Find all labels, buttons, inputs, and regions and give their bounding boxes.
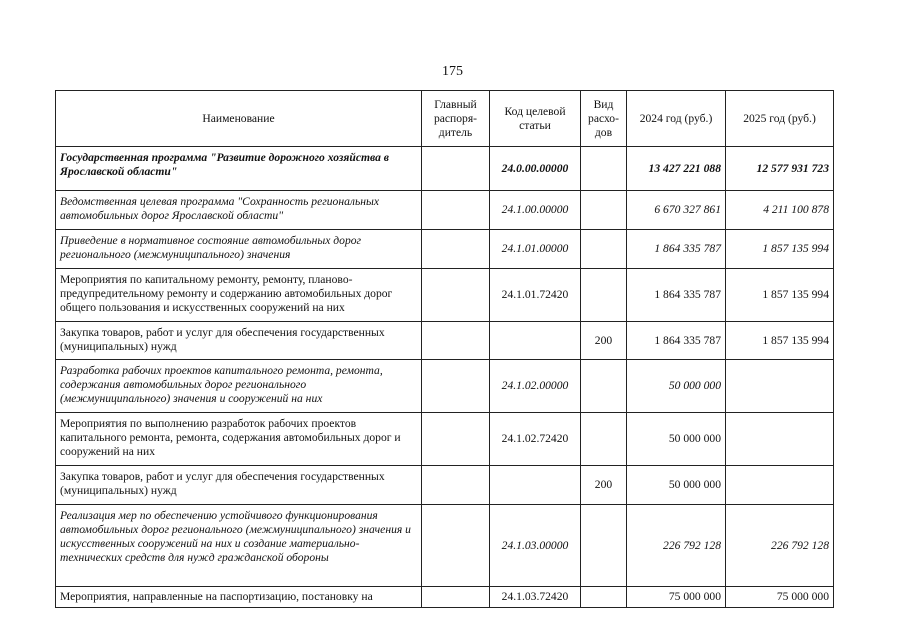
row-2024: 13 427 221 088 xyxy=(627,147,726,191)
row-code: 24.1.01.72420 xyxy=(490,269,581,322)
row-name: Разработка рабочих проектов капитального ремонта, ремонта, содержания автомобильных дорог регионального (межмуниципального) значения и сооружений на них xyxy=(56,360,422,413)
row-expense-type xyxy=(581,230,627,269)
header-name: Наименование xyxy=(56,91,422,147)
row-2024: 6 670 327 861 xyxy=(627,191,726,230)
row-code xyxy=(490,466,581,505)
row-name: Мероприятия по выполнению разработок рабочих проектов капитального ремонта, ремонта, содержания автомобильных дорог и сооружений на них xyxy=(56,413,422,466)
table-row xyxy=(56,505,834,587)
row-manager xyxy=(422,322,490,360)
table-row xyxy=(56,191,834,230)
row-manager xyxy=(422,505,490,587)
header-2024: 2024 год (руб.) xyxy=(627,91,726,147)
header-manager: Главный распоря-дитель xyxy=(422,91,490,147)
row-2025 xyxy=(726,360,834,413)
row-manager xyxy=(422,191,490,230)
row-name: Закупка товаров, работ и услуг для обеспечения государственных (муниципальных) нужд xyxy=(56,466,422,505)
header-2025: 2025 год (руб.) xyxy=(726,91,834,147)
row-expense-type xyxy=(581,147,627,191)
row-2024: 50 000 000 xyxy=(627,360,726,413)
row-2025 xyxy=(726,466,834,505)
row-manager xyxy=(422,360,490,413)
table-row xyxy=(56,466,834,505)
row-name: Реализация мер по обеспечению устойчивого функционирования автомобильных дорог регионального (межмуниципального) значения и искусственных сооружений на них и создание материально-технических средств для нужд гражданской обороны xyxy=(56,505,422,587)
row-expense-type xyxy=(581,360,627,413)
row-expense-type xyxy=(581,505,627,587)
row-2025: 1 857 135 994 xyxy=(726,322,834,360)
row-2025: 1 857 135 994 xyxy=(726,269,834,322)
row-expense-type: 200 xyxy=(581,322,627,360)
row-code: 24.1.03.00000 xyxy=(490,505,581,587)
table-header-row xyxy=(56,91,834,147)
row-manager xyxy=(422,587,490,608)
table-row xyxy=(56,322,834,360)
row-2025: 1 857 135 994 xyxy=(726,230,834,269)
row-code: 24.1.03.72420 xyxy=(490,587,581,608)
row-2024: 50 000 000 xyxy=(627,413,726,466)
row-manager xyxy=(422,230,490,269)
row-manager xyxy=(422,269,490,322)
table-row xyxy=(56,269,834,322)
header-code: Код целевой статьи xyxy=(490,91,581,147)
row-2024: 1 864 335 787 xyxy=(627,269,726,322)
row-code: 24.1.00.00000 xyxy=(490,191,581,230)
row-name: Мероприятия по капитальному ремонту, ремонту, планово-предупредительному ремонту и содержанию автомобильных дорог общего пользования и искусственных сооружений на них xyxy=(56,269,422,322)
row-name: Ведомственная целевая программа "Сохранность региональных автомобильных дорог Ярославской области" xyxy=(56,191,422,230)
row-2024: 1 864 335 787 xyxy=(627,322,726,360)
row-2025: 75 000 000 xyxy=(726,587,834,608)
row-2025 xyxy=(726,413,834,466)
table-row xyxy=(56,147,834,191)
table-row xyxy=(56,413,834,466)
row-2024: 1 864 335 787 xyxy=(627,230,726,269)
budget-table xyxy=(55,90,834,608)
row-code: 24.0.00.00000 xyxy=(490,147,581,191)
table-row xyxy=(56,360,834,413)
row-expense-type: 200 xyxy=(581,466,627,505)
table-row xyxy=(56,587,834,608)
row-code xyxy=(490,322,581,360)
page-number: 175 xyxy=(442,64,463,79)
row-name: Мероприятия, направленные на паспортизацию, постановку на xyxy=(56,587,422,608)
row-name: Государственная программа "Развитие дорожного хозяйства в Ярославской области" xyxy=(56,147,422,191)
header-expense-type: Вид расхо-дов xyxy=(581,91,627,147)
table-row xyxy=(56,230,834,269)
row-manager xyxy=(422,147,490,191)
row-2024: 226 792 128 xyxy=(627,505,726,587)
row-manager xyxy=(422,413,490,466)
row-2024: 75 000 000 xyxy=(627,587,726,608)
row-name: Закупка товаров, работ и услуг для обеспечения государственных (муниципальных) нужд xyxy=(56,322,422,360)
row-code: 24.1.02.72420 xyxy=(490,413,581,466)
row-2024: 50 000 000 xyxy=(627,466,726,505)
row-code: 24.1.01.00000 xyxy=(490,230,581,269)
row-2025: 12 577 931 723 xyxy=(726,147,834,191)
row-expense-type xyxy=(581,413,627,466)
row-manager xyxy=(422,466,490,505)
row-expense-type xyxy=(581,269,627,322)
row-2025: 226 792 128 xyxy=(726,505,834,587)
row-code: 24.1.02.00000 xyxy=(490,360,581,413)
row-name: Приведение в нормативное состояние автомобильных дорог регионального (межмуниципального) значения xyxy=(56,230,422,269)
row-expense-type xyxy=(581,587,627,608)
row-expense-type xyxy=(581,191,627,230)
row-2025: 4 211 100 878 xyxy=(726,191,834,230)
